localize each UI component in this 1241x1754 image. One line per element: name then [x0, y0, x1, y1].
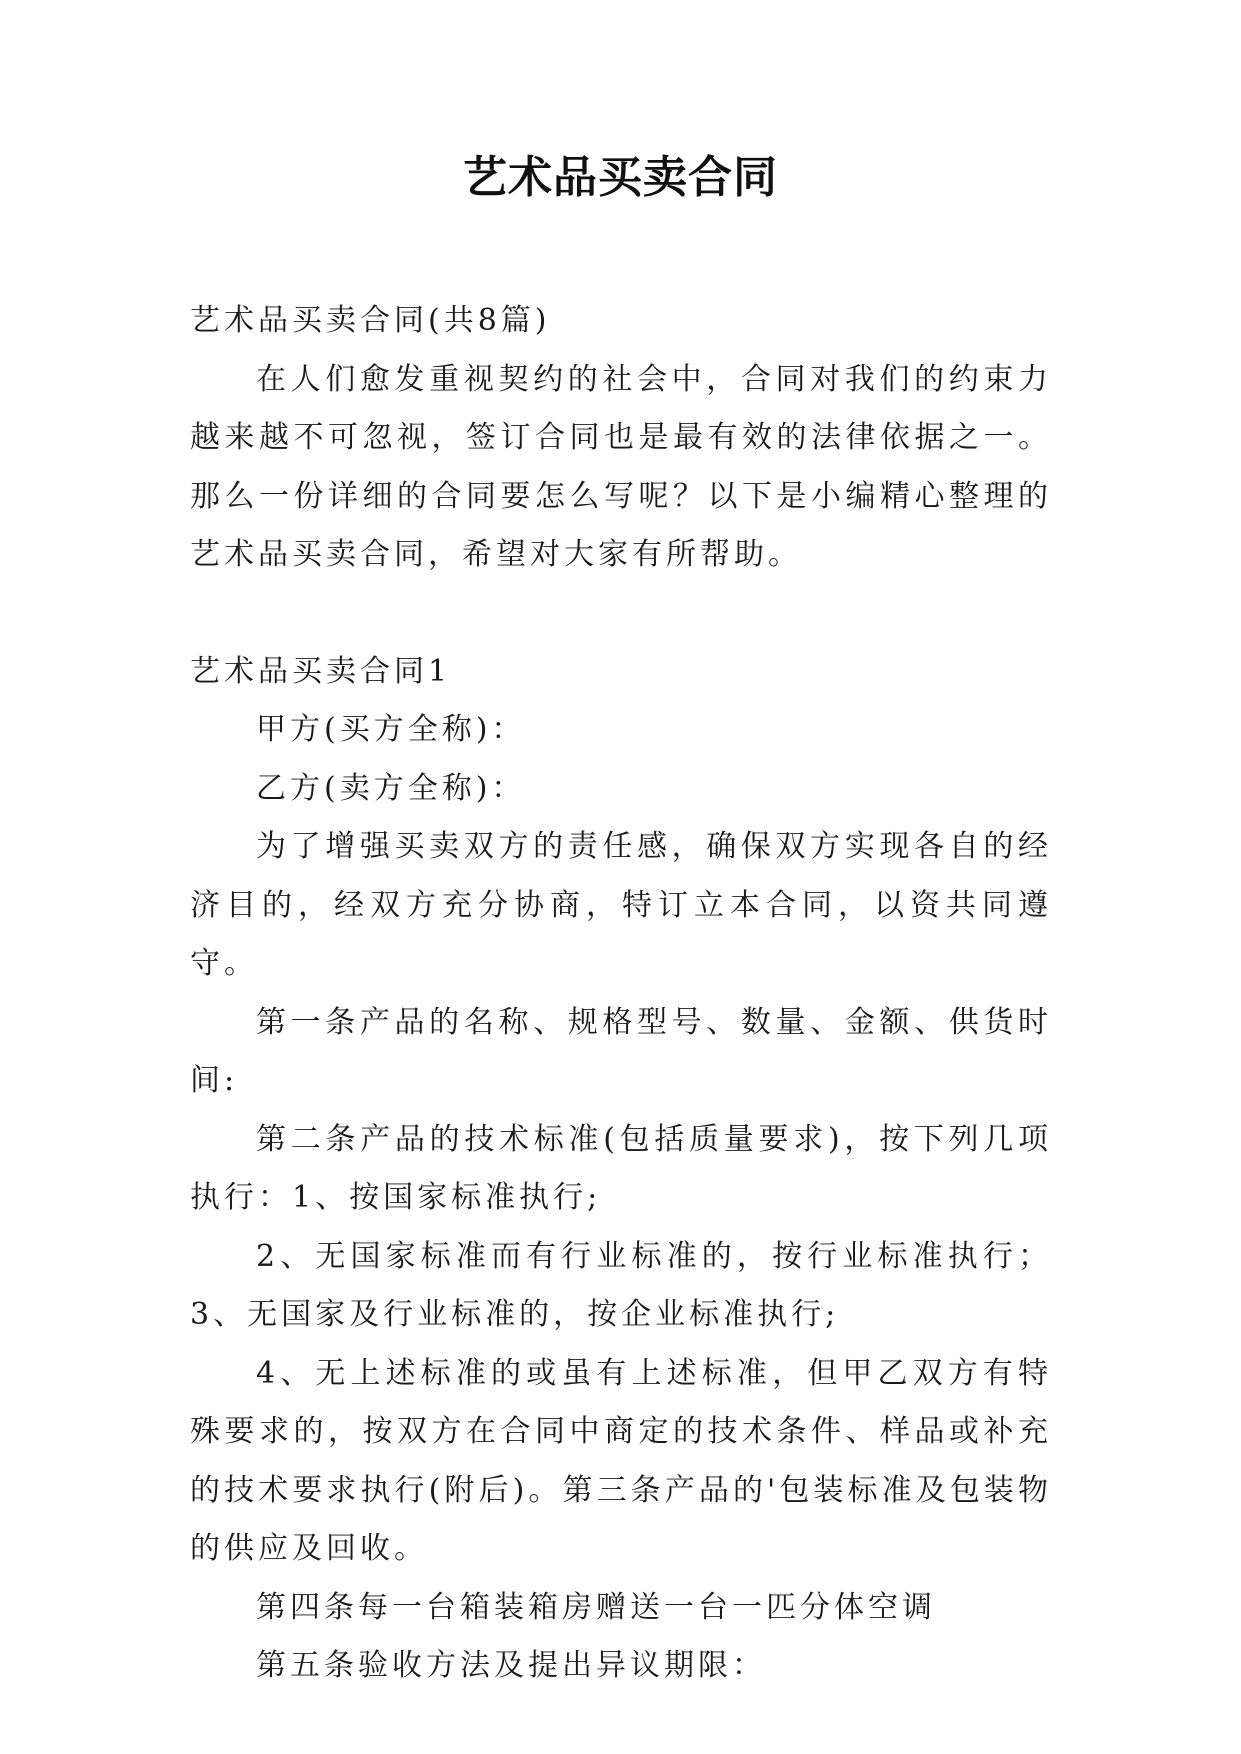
purpose-paragraph: 为了增强买卖双方的责任感，确保双方实现各自的经济目的，经双方充分协商，特订立本合同，以资共同遵守。 [190, 829, 1052, 981]
party-b-line: 乙方(卖方全称)： [256, 770, 526, 806]
article-2-items-2-3: 2、无国家标准而有行业标准的，按行业标准执行；3、无国家及行业标准的，按企业标准执行; [190, 1238, 1052, 1332]
section-heading: 艺术品买卖合同1 [190, 653, 452, 689]
article-2-item-4: 4、无上述标准的或虽有上述标准，但甲乙双方有特殊要求的，按双方在合同中商定的技术条件、样品或补充的技术要求执行(附后)。第三条产品的'包装标准及包装物的供应及回收。 [190, 1355, 1052, 1566]
article-5: 第五条验收方法及提出异议期限： [256, 1648, 766, 1683]
article-1: 第一条产品的名称、规格型号、数量、金额、供货时间: [190, 1004, 1052, 1098]
party-a-line: 甲方(买方全称)： [256, 712, 526, 747]
subtitle-line: 艺术品买卖合同(共8篇) [190, 303, 551, 338]
document-body [190, 292, 1052, 1696]
intro-paragraph: 在人们愈发重视契约的社会中，合同对我们的约束力越来越不可忽视，签订合同也是最有效的法律依据之一。那么一份详细的合同要怎么写呢？以下是小编精心整理的艺术品买卖合同，希望对大家有所帮助。 [190, 361, 1052, 572]
document-title: 艺术品买卖合同 [463, 152, 778, 203]
article-2: 第二条产品的技术标准(包括质量要求)，按下列几项执行：1、按国家标准执行; [190, 1121, 1052, 1215]
article-4: 第四条每一台箱装箱房赠送一台一匹分体空调 [256, 1589, 936, 1625]
